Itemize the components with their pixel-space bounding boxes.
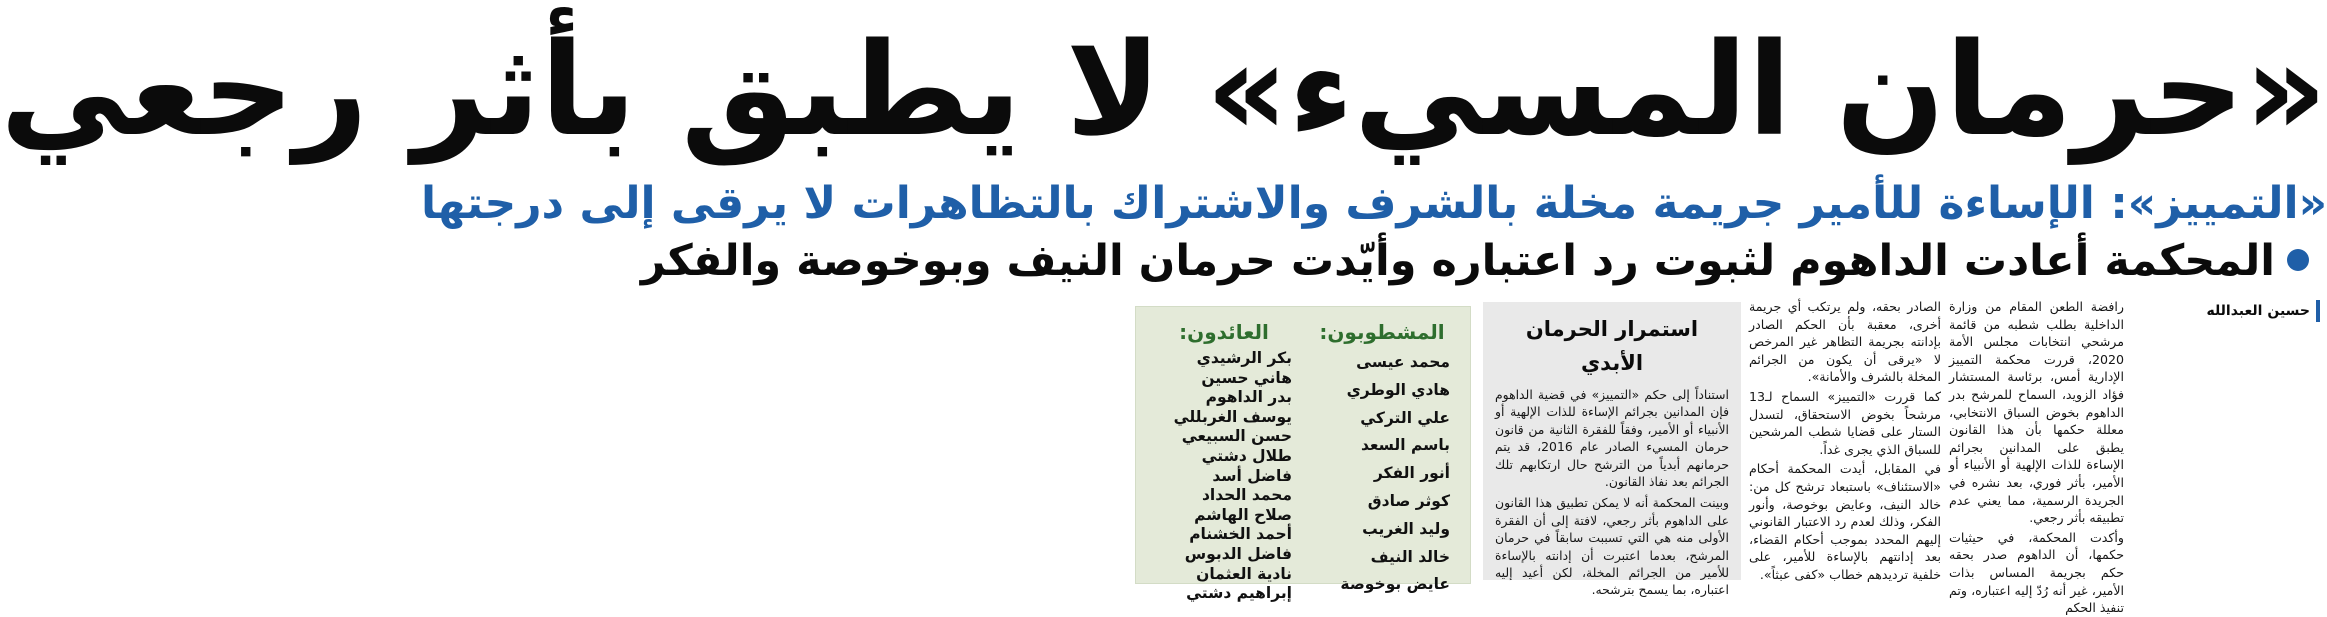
subheadline: «التمييز»: الإساءة للأمير جريمة مخلة بالشرف والاشتراك بالتظاهرات لا يرقى إلى درجتها [420, 178, 2327, 229]
sidebar-box-title: استمرار الحرمان الأبدي [1525, 317, 1699, 375]
paragraph: وأكدت المحكمة، في حيثيات حكمها، أن الداهوم صدر بحقه حكم بجريمة المساس بذات الأمير، غير أنه رُدّ إليه اعتباره، وتم تنفيذ الحكم [1949, 529, 2124, 616]
list-item: طلال دشتي [1201, 446, 1292, 465]
bullet-dot-icon [2287, 249, 2309, 271]
list-item: صلاح الهاشم [1194, 505, 1292, 524]
candidate-lists [1135, 306, 1471, 603]
list-item: هاني حسين [1201, 368, 1292, 387]
list-item: نادية العثمان [1196, 564, 1292, 583]
list-item: خالد النيف [1370, 547, 1450, 566]
list-item: حسن السبيعي [1181, 427, 1292, 446]
list-item: بدر الداهوم [1205, 388, 1292, 407]
list-item: أنور الفكر [1373, 464, 1450, 483]
list-item: محمد الحداد [1201, 486, 1292, 505]
list-item: بكر الرشيدي [1196, 349, 1292, 367]
returned-heading: العائدون: [1179, 320, 1269, 344]
list-item: كوثر صادق [1367, 491, 1450, 510]
list-item: علي التركي [1360, 408, 1450, 427]
list-item: فاضل أسد [1212, 466, 1292, 485]
article-column-1 [1949, 298, 2124, 616]
headline: «حرمان المسيء» لا يطبق بأثر رجعي [0, 16, 2327, 165]
returned-names [1144, 349, 1304, 604]
sidebar-box-text [1495, 386, 1729, 599]
paragraph: الصادر بحقه، ولم يرتكب أي جريمة أخرى، معقبة بأن الحكم الصادر بإدانته بجريمة التظاهر غير المرخص لا «يرقى أن يكون من الجرائم المخلة بالشرف والأمانة». [1749, 299, 1941, 385]
second-subheadline-text: المحكمة أعادت الداهوم لثبوت رد اعتباره وأيّدت حرمان النيف وبوخوصة والفكر [640, 236, 2275, 286]
removed-names [1302, 349, 1462, 599]
paragraph: كما قررت «التمييز» السماح لـ13 مرشحاً بخوض الاستحقاق، لتسدل الستار على قضايا شطب المرشحين للسباق الذي يجرى غداً. [1749, 388, 1941, 457]
sidebar-box [1483, 302, 1741, 598]
list-item: باسم السعد [1360, 436, 1450, 455]
paragraph: رافضة الطعن المقام من وزارة الداخلية بطلب شطبه من قائمة مرشحي انتخابات مجلس الأمة 2020، قررت محكمة التمييز الإدارية أمس، برئاسة المستشار فؤاد الزويد، السماح للمرشح بدر الداهوم بخوض السباق الانتخابي، معللة حكمها بأن هذا القانون يطبق على المدانين بجرائم الإساءة للذات الإلهية أو الأنبياء أو الأمير، بأثر فوري، بعد نشره في الجريدة الرسمية، مما يعني عدم تطبيقه بأثر رجعي. [1949, 299, 2124, 526]
list-item: هادي الوطري [1346, 380, 1450, 399]
returned-list [1144, 315, 1304, 604]
list-item: وليد الغريب [1362, 519, 1450, 538]
paragraph: استناداً إلى حكم «التمييز» في قضية الداهوم فإن المدانين بجرائم الإساءة للذات الإلهية أو الأنبياء أو الأمير، وفقاً للفقرة الثانية من قانون حرمان المسيء الصادر عام 2016، قد يتم حرمانهم أبدياً من الترشح حال ارتكابهم تلك الجرائم بعد نفاذ القانون. [1495, 387, 1729, 490]
list-item: فاضل الدبوس [1184, 544, 1292, 563]
removed-list [1302, 315, 1462, 599]
paragraph: في المقابل، أيدت المحكمة أحكام «الاستئناف» باستبعاد ترشح كل من: خالد النيف، وعايض بوخوصة، وأنور الفكر، وذلك لعدم رد الاعتبار القانوني إليهم المحدد بموجب أحكام القضاء، بعد إدانتهم بالإساءة للأمير، على خلفية ترديدهم خطاب «كفى عبثاً». [1749, 461, 1941, 582]
list-item: يوسف الغربللي [1173, 407, 1292, 426]
second-subheadline [640, 232, 2327, 290]
list-item: إبراهيم دشتي [1186, 584, 1292, 603]
article-column-2 [1749, 298, 1941, 592]
list-item: محمد عيسى [1356, 353, 1450, 371]
list-item: عايض بوخوصة [1340, 575, 1450, 594]
paragraph: وبينت المحكمة أنه لا يمكن تطبيق هذا القانون على الداهوم بأثر رجعي، لافتة إلى أن الفقرة الأولى منه هي التي تسببت سابقاً في حرمان المرشح، بعدما اعتبرت أن إدانته بالإساءة للأمير من الجرائم المخلة، لكن أعيد إليه اعتباره، بما يسمح بترشحه. [1495, 495, 1729, 598]
removed-heading: المشطوبون: [1319, 320, 1445, 344]
byline: حسين العبدالله [2145, 300, 2320, 322]
list-item: أحمد الخشنام [1189, 525, 1292, 544]
